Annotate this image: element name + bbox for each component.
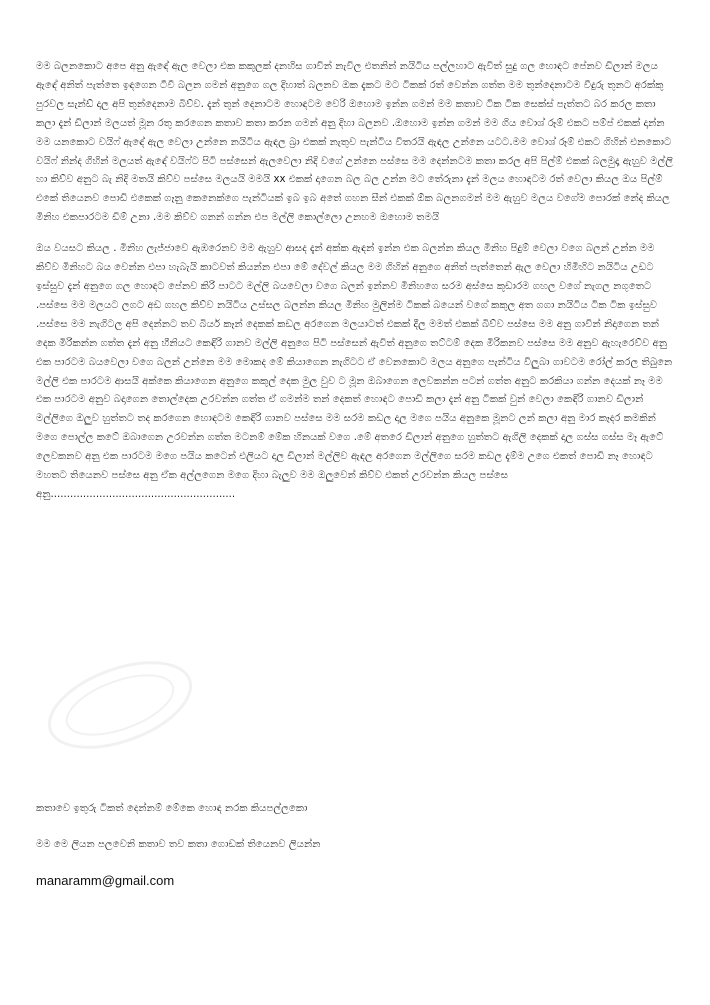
story-paragraph-1: මම බලනකොට අපෙ අනු ඇ‌ඳේ ඇල වෙලා එක කකුලක් දනහිස ගාවින් නැවිල එතනින් නයිටිය පල්ලහාට ඇවිත් සුදු ගල හොඳට පේනව ඩිලාන් මලය ඇ‌ඳේ අනිත් පැත්තෙ ඉඳගෙන ටීවී බලන ගමන් අනුගෙ ගල දිහාත් බලනව ඔක දැකට මට ටිකක් රත් වෙන්න ගත්ත මම තුන්දෙනාටම වීදුරු තුනට අරක්කු පුරවල සැන්ඩ් දාල අපි තුන්දෙනාම බිව්ව. දැන් තුන් දෙනාටම හොඳටම වෙරි ඔහොම ඉන්න ගමන් මම කතාව ටික ටික සෙක්ස් පැත්තට බර කරල කතා කලා දැන් ඩිලාන් මලයත් මූන රතු කරගෙන කතාව කතා කරන ගමන් අනු දිහා බලනව .ඔහොම ඉන්න ගමන් මම ගිය වොශ් රූම් එකට පම්ප් එකක් දාන්න මම යනකොට වයිෆ් ඇ‌ඳේ ඇල වෙලා උන්නෙ නයිටිය ඇඳල බ්‍රා එකක් නැතුව පැන්ටිය විතරයි ඇඳල උන්නෙ යටට.මම වොශ් රූම් එකට ගිහින් එනකොට වයිෆ් නින්ද ගිහින් මලයත් ඇ‌ඳේ වයිෆ්ට පිටි පස්සෙන් ඇලවෙලා නිදි වගේ උන්නෙ පස්සෙ මම දෙන්නටම කතා කරල අපි පිල්ම් එකක් බලමුදෑ ඇහුව මල්ලි හා කිව්ව අනුට බැ නිදි මතයි කිව්ව පස්සෙ මලයයි මමයි xx එකක් දාගෙන බල බල උන්න මට තේරුනා දැන් මලය හොඳටම රත් වෙලා කියල ඔය පිල්ම් එකේ තියෙනව පොඩි එකෙක් ගෑනු කෙනෙක්ගෙ පැන්ටියක් ඉබ ඉබ අතේ ගහන සීන් එකක් ඕක බලනගමන් මම ඇහුව මලය වගේම පොරක් නේද කියල මිනිහ එකපාරටම ඩිම් උනා .මම කිව්ව ගනන් ගන්න එප මල්ලි කොල්ලො උනහම ඔහොම තමයි: [36, 61, 673, 224]
faint-watermark-icon: [40, 660, 200, 750]
continuation-request: කතාවෙ ඉතුරු ටිකත් දෙන්නම් මේකෙ හොඳ නරක කියපල්ලකො: [36, 803, 308, 814]
author-note: මම මෙ ලියන පලවෙනි කතාව තව කතා ගොඩක් තියෙනව ලියන්න: [36, 839, 321, 850]
author-email: manaramm@gmail.com: [36, 873, 175, 888]
author-footer: [36, 800, 676, 890]
story-paragraph-2: ඔය වයසට කියල . මිනිහ ලැජ්ජාවෙ ඇඹරෙනව මම ඇහුව ආසද දැන් අක්ක ඇඳන් ඉන්න එක බලන්න කියල මිනිහ පිදුම් වෙලා වගෙ බලන් උන්න මම කිව්ව මිනිහට බය වෙන්න එපා හැබැයි කාටවත් කියන්න එපා මේ දේවල් කියල මම ගිහින් අනුගෙ අනිත් පැත්තෙන් ඇල වෙලා හිමීහිට නයිටිය උඩට ඉස්සුව දැන් අනුගෙ ගල හොඳට පේනව කිරි පාටට මල්ලි බයවෙලා වගෙ බලන් ඉන්නව මිනිහගෙ සරම අස්සෙ කුඩාරම ගහල වගේ නැගල නගුතෙට .පස්සෙ මම මලයට ලගට අඩ ගහල කිව්ව නයිටිය උස්සල බලන්න කියල මිනිහ මුලින්ම ටිකක් බයෙන් වගේ කකුල අත ගගා නයිටිය ටික ටික ඉස්සුව .පස්සෙ මම නැගිටල අපි දෙන්නට තව බියර් කෑන් දෙකක් කඩල අරගෙන මලයාටත් එකක් දීල මමත් එකක් බිව්ව පස්සෙ මම අනු ගාවින් නිදාගෙන තන් දෙක මිරිකන්න ගත්ත දැන් අනු හීනියට කෙඳිරි ගානව මල්ලි අනුගෙ පිටි පස්සෙන් ඇවිත් අනුගෙ තට්ටම් දෙක මිරිකනව පස්සෙ මම අනුව ඇහැරෙව්ව අනු එක පාරටම බයවෙලා වගෙ බලන් උන්නෙ මම මොකද මේ කියාගෙන නැගිටට ඒ වෙනකොට මලය අනුගෙ පැන්ටිය විලුබා ගාවටම රෝල් කරල තිබුනෙ මල්ලි එක පාරටම ආසයි අක්කෙ කියාගෙන අනුගෙ කකුල් දෙක මුල වුව ට මූන ඔබාගෙන ලෙවකන්න පටන් ගත්ත අනුට කරකියා ගන්න දෙයක් නෑ මම එක පාරටම අනුව බදාගෙන තොල්දෙක උරවන්න ගත්ත ඒ ගමන්ම තන් දෙකත් හොඳට පොඩි කලා දැන් අනු ටිකක් වුන් වෙලා කෙඳිරි ගානව ඩිලාන් මල්ලිගෙ ඔලුව හුත්තට තද කරගෙන හොඳටම කෙඳිරි ගානව පස්සෙ මම සරම කඩල දාල මගෙ පයිය අනුකෙ මූනට ලන් කලා අනු මාර කෑදර කමකින් මගෙ පොල්ල කටේ ඔබාගෙන උරවන්න ගත්ත මටනම් මේක හිනයක් වගෙ .මේ අතරෙ ඩිලාන් අනුගෙ හුත්තට ඇගිලි දෙකක් දාල ගස්ස ගස්ස මෑ ඇටේ ලෙවකනව අනු එක පාරටම මගෙ පයිය කටෙන් එලියට දාල ඩිලාන් මල්ලිව ඇඳල අරගෙන මල්ලිගෙ සරම කඩල දැම්ම උගෙ එකත් පොඩි නෑ හොඳට මහතට තියෙනව පස්සෙ අනු ඒක අල්ලගෙන මගෙ දිහා බැලුව මම ඔලුවෙන් කිව්ව එකත් උරවන්න කියල පස්සෙ අනු.........................................................: [36, 243, 673, 500]
story-body: [36, 58, 676, 505]
